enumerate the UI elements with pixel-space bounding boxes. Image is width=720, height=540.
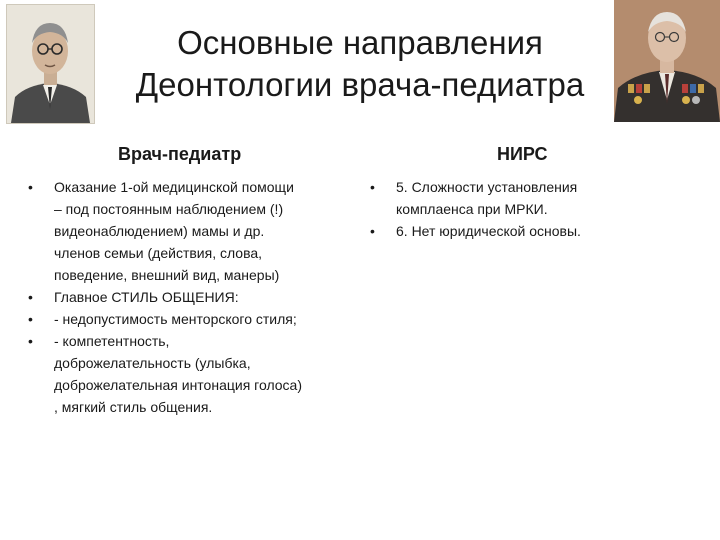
list-item-line: комплаенса при МРКИ. bbox=[396, 201, 548, 217]
column-header-pediatrician: Врач-педиатр bbox=[118, 144, 242, 164]
bullet-icon: • bbox=[28, 333, 33, 349]
list-item-line: Оказание 1-ой медицинской помощи bbox=[54, 179, 294, 195]
column-header-nirs: НИРС bbox=[497, 144, 548, 164]
list-item bbox=[28, 330, 358, 418]
pediatrician-bullet-list bbox=[28, 176, 358, 418]
list-item bbox=[28, 176, 358, 286]
list-item-line: - недопустимость менторского стиля; bbox=[54, 311, 297, 327]
list-item-line: видеонаблюдением) мамы и др. bbox=[54, 223, 265, 239]
portrait-right-drawing bbox=[614, 0, 720, 122]
list-item-line: - компетентность, bbox=[54, 333, 170, 349]
list-item-line: поведение, внешний вид, манеры) bbox=[54, 267, 280, 283]
list-item-line: 6. Нет юридической основы. bbox=[396, 223, 581, 239]
list-item-line: – под постоянным наблюдением (!) bbox=[54, 201, 284, 217]
list-item bbox=[370, 176, 710, 220]
list-item bbox=[28, 308, 358, 330]
list-item-line: 5. Сложности установления bbox=[396, 179, 578, 195]
bullet-icon: • bbox=[370, 179, 375, 195]
list-item-line: Главное СТИЛЬ ОБЩЕНИЯ: bbox=[54, 289, 239, 305]
list-item-line: , мягкий стиль общения. bbox=[54, 399, 213, 415]
portrait-left-image bbox=[6, 4, 95, 124]
portrait-right-image bbox=[614, 0, 720, 122]
list-item bbox=[28, 286, 358, 308]
bullet-icon: • bbox=[370, 223, 375, 239]
list-item bbox=[370, 220, 710, 242]
list-item-line: членов семьи (действия, слова, bbox=[54, 245, 263, 261]
list-item-line: доброжелательность (улыбка, bbox=[54, 355, 251, 371]
bullet-icon: • bbox=[28, 179, 33, 195]
slide-title-line-2: Деонтологии врача-педиатра bbox=[135, 66, 585, 103]
portrait-left-drawing bbox=[7, 5, 94, 123]
nirs-bullet-list bbox=[370, 176, 710, 242]
slide-title bbox=[95, 22, 625, 106]
slide-title-line-1: Основные направления bbox=[177, 24, 543, 61]
list-item-line: доброжелательная интонация голоса) bbox=[54, 377, 303, 393]
bullet-icon: • bbox=[28, 289, 33, 305]
bullet-icon: • bbox=[28, 311, 33, 327]
